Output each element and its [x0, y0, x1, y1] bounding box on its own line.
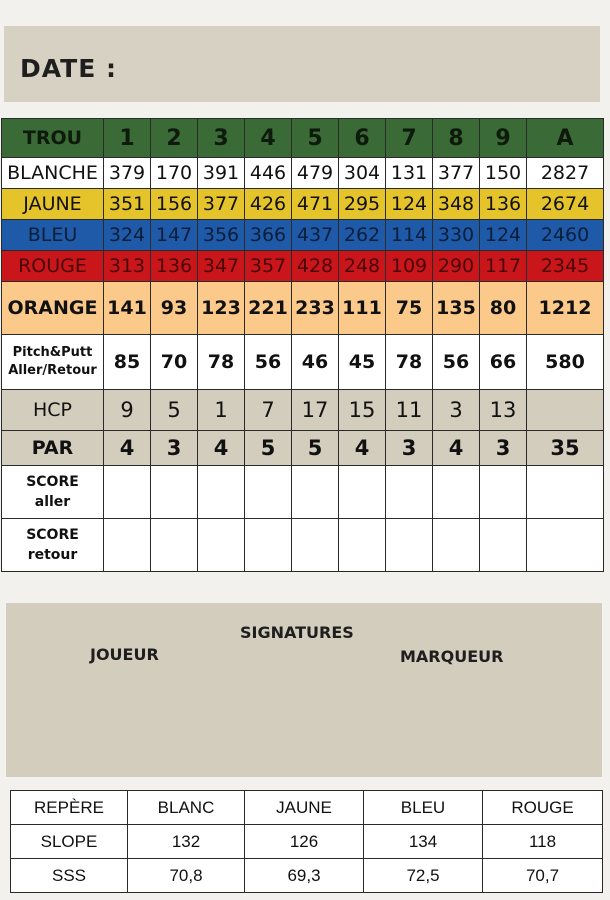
scorecard-table: [1, 118, 604, 572]
slope-table: [10, 790, 603, 893]
hcp-cell: 11: [386, 390, 433, 431]
slope-header-cell: BLANC: [128, 791, 245, 825]
row-label-line: aller: [34, 494, 71, 510]
par-cell: 5: [245, 431, 292, 466]
distance-cell: 446: [245, 158, 292, 189]
hole-number: 9: [480, 119, 527, 158]
row-label: ORANGE: [2, 282, 104, 335]
row-pitch-putt: [2, 335, 604, 390]
date-label: DATE :: [20, 54, 117, 83]
distance-cell: 131: [386, 158, 433, 189]
slope-cell: 118: [483, 825, 603, 859]
sss-cell: 72,5: [364, 859, 483, 893]
score-entry-cell[interactable]: [480, 466, 527, 519]
hole-number: 5: [292, 119, 339, 158]
distance-cell: 377: [433, 158, 480, 189]
slope-header-cell: REPÈRE: [11, 791, 128, 825]
score-entry-cell[interactable]: [151, 466, 198, 519]
distance-cell: 136: [151, 251, 198, 282]
row-label: [2, 335, 104, 390]
hole-number: 7: [386, 119, 433, 158]
score-entry-cell[interactable]: [198, 519, 245, 572]
distance-cell: 379: [104, 158, 151, 189]
row-hcp: [2, 390, 604, 431]
row-label: TROU: [2, 119, 104, 158]
slope-cell: 132: [128, 825, 245, 859]
distance-cell: 66: [480, 335, 527, 390]
par-cell: 3: [480, 431, 527, 466]
hole-number: 1: [104, 119, 151, 158]
hcp-cell: 3: [433, 390, 480, 431]
hole-number: 3: [198, 119, 245, 158]
row-label: ROUGE: [2, 251, 104, 282]
row-label: JAUNE: [2, 189, 104, 220]
row-label-line: retour: [27, 547, 78, 563]
distance-cell: 221: [245, 282, 292, 335]
slope-row: [11, 825, 603, 859]
distance-cell: 114: [386, 220, 433, 251]
row-score-retour: [2, 519, 604, 572]
score-entry-cell[interactable]: [151, 519, 198, 572]
score-entry-cell[interactable]: [386, 519, 433, 572]
slope-header-row: [11, 791, 603, 825]
row-rouge: [2, 251, 604, 282]
row-orange: [2, 282, 604, 335]
signatures-box: [6, 603, 602, 777]
par-cell: 4: [198, 431, 245, 466]
distance-cell: 426: [245, 189, 292, 220]
sss-label: SSS: [11, 859, 128, 893]
distance-cell: 295: [339, 189, 386, 220]
score-entry-cell[interactable]: [433, 466, 480, 519]
distance-cell: 56: [433, 335, 480, 390]
score-entry-cell[interactable]: [198, 466, 245, 519]
score-entry-cell[interactable]: [245, 519, 292, 572]
row-label: BLANCHE: [2, 158, 104, 189]
distance-cell: 109: [386, 251, 433, 282]
hcp-cell: 1: [198, 390, 245, 431]
par-cell: 3: [151, 431, 198, 466]
score-entry-cell[interactable]: [433, 519, 480, 572]
row-label-line: SCORE: [26, 474, 79, 490]
total-cell: 2345: [527, 251, 604, 282]
hcp-cell: 5: [151, 390, 198, 431]
row-label: [2, 519, 104, 572]
hcp-cell: 15: [339, 390, 386, 431]
score-entry-cell[interactable]: [386, 466, 433, 519]
distance-cell: 471: [292, 189, 339, 220]
row-bleu: [2, 220, 604, 251]
row-label: [2, 466, 104, 519]
score-entry-cell[interactable]: [104, 519, 151, 572]
distance-cell: 123: [198, 282, 245, 335]
distance-cell: 75: [386, 282, 433, 335]
distance-cell: 304: [339, 158, 386, 189]
total-header: A: [527, 119, 604, 158]
distance-cell: 136: [480, 189, 527, 220]
total-cell: 2674: [527, 189, 604, 220]
hole-number: 4: [245, 119, 292, 158]
row-trou: [2, 119, 604, 158]
distance-cell: 351: [104, 189, 151, 220]
row-label: HCP: [2, 390, 104, 431]
score-entry-cell[interactable]: [245, 466, 292, 519]
distance-cell: 479: [292, 158, 339, 189]
distance-cell: 56: [245, 335, 292, 390]
par-total-cell: 35: [527, 431, 604, 466]
row-blanche: [2, 158, 604, 189]
distance-cell: 78: [386, 335, 433, 390]
distance-cell: 356: [198, 220, 245, 251]
slope-header-cell: JAUNE: [245, 791, 364, 825]
distance-cell: 357: [245, 251, 292, 282]
par-cell: 4: [339, 431, 386, 466]
distance-cell: 117: [480, 251, 527, 282]
hole-number: 2: [151, 119, 198, 158]
hole-number: 8: [433, 119, 480, 158]
distance-cell: 262: [339, 220, 386, 251]
marqueur-label: MARQUEUR: [400, 647, 504, 666]
hole-number: 6: [339, 119, 386, 158]
score-entry-cell[interactable]: [480, 519, 527, 572]
par-cell: 5: [292, 431, 339, 466]
distance-cell: 248: [339, 251, 386, 282]
distance-cell: 377: [198, 189, 245, 220]
total-cell: 580: [527, 335, 604, 390]
distance-cell: 141: [104, 282, 151, 335]
score-entry-cell[interactable]: [292, 519, 339, 572]
sss-cell: 70,8: [128, 859, 245, 893]
distance-cell: 111: [339, 282, 386, 335]
distance-cell: 45: [339, 335, 386, 390]
hcp-total-cell: [527, 390, 604, 431]
distance-cell: 135: [433, 282, 480, 335]
score-total-cell[interactable]: [527, 519, 604, 572]
distance-cell: 348: [433, 189, 480, 220]
distance-cell: 330: [433, 220, 480, 251]
row-label-line: Pitch&Putt: [12, 345, 93, 360]
row-label-line: Aller/Retour: [8, 363, 97, 378]
distance-cell: 147: [151, 220, 198, 251]
score-entry-cell[interactable]: [339, 466, 386, 519]
sss-row: [11, 859, 603, 893]
hcp-cell: 17: [292, 390, 339, 431]
distance-cell: 313: [104, 251, 151, 282]
slope-label: SLOPE: [11, 825, 128, 859]
row-label: BLEU: [2, 220, 104, 251]
slope-cell: 134: [364, 825, 483, 859]
total-cell: 2827: [527, 158, 604, 189]
row-par: [2, 431, 604, 466]
par-cell: 4: [104, 431, 151, 466]
signatures-title: SIGNATURES: [240, 623, 354, 642]
distance-cell: 93: [151, 282, 198, 335]
score-entry-cell[interactable]: [292, 466, 339, 519]
distance-cell: 150: [480, 158, 527, 189]
slope-header-cell: ROUGE: [483, 791, 603, 825]
joueur-label: JOUEUR: [90, 645, 159, 664]
hcp-cell: 7: [245, 390, 292, 431]
distance-cell: 391: [198, 158, 245, 189]
row-jaune: [2, 189, 604, 220]
distance-cell: 233: [292, 282, 339, 335]
distance-cell: 428: [292, 251, 339, 282]
date-box: [4, 26, 600, 102]
par-cell: 4: [433, 431, 480, 466]
score-entry-cell[interactable]: [339, 519, 386, 572]
row-score-aller: [2, 466, 604, 519]
distance-cell: 124: [480, 220, 527, 251]
slope-header-cell: BLEU: [364, 791, 483, 825]
par-cell: 3: [386, 431, 433, 466]
distance-cell: 46: [292, 335, 339, 390]
score-entry-cell[interactable]: [104, 466, 151, 519]
distance-cell: 80: [480, 282, 527, 335]
distance-cell: 85: [104, 335, 151, 390]
distance-cell: 366: [245, 220, 292, 251]
sss-cell: 70,7: [483, 859, 603, 893]
total-cell: 2460: [527, 220, 604, 251]
distance-cell: 156: [151, 189, 198, 220]
distance-cell: 78: [198, 335, 245, 390]
distance-cell: 290: [433, 251, 480, 282]
distance-cell: 170: [151, 158, 198, 189]
distance-cell: 437: [292, 220, 339, 251]
row-label-line: SCORE: [26, 527, 79, 543]
hcp-cell: 9: [104, 390, 151, 431]
total-cell: 1212: [527, 282, 604, 335]
row-label: PAR: [2, 431, 104, 466]
hcp-cell: 13: [480, 390, 527, 431]
score-total-cell[interactable]: [527, 466, 604, 519]
distance-cell: 124: [386, 189, 433, 220]
distance-cell: 324: [104, 220, 151, 251]
slope-cell: 126: [245, 825, 364, 859]
sss-cell: 69,3: [245, 859, 364, 893]
distance-cell: 347: [198, 251, 245, 282]
distance-cell: 70: [151, 335, 198, 390]
